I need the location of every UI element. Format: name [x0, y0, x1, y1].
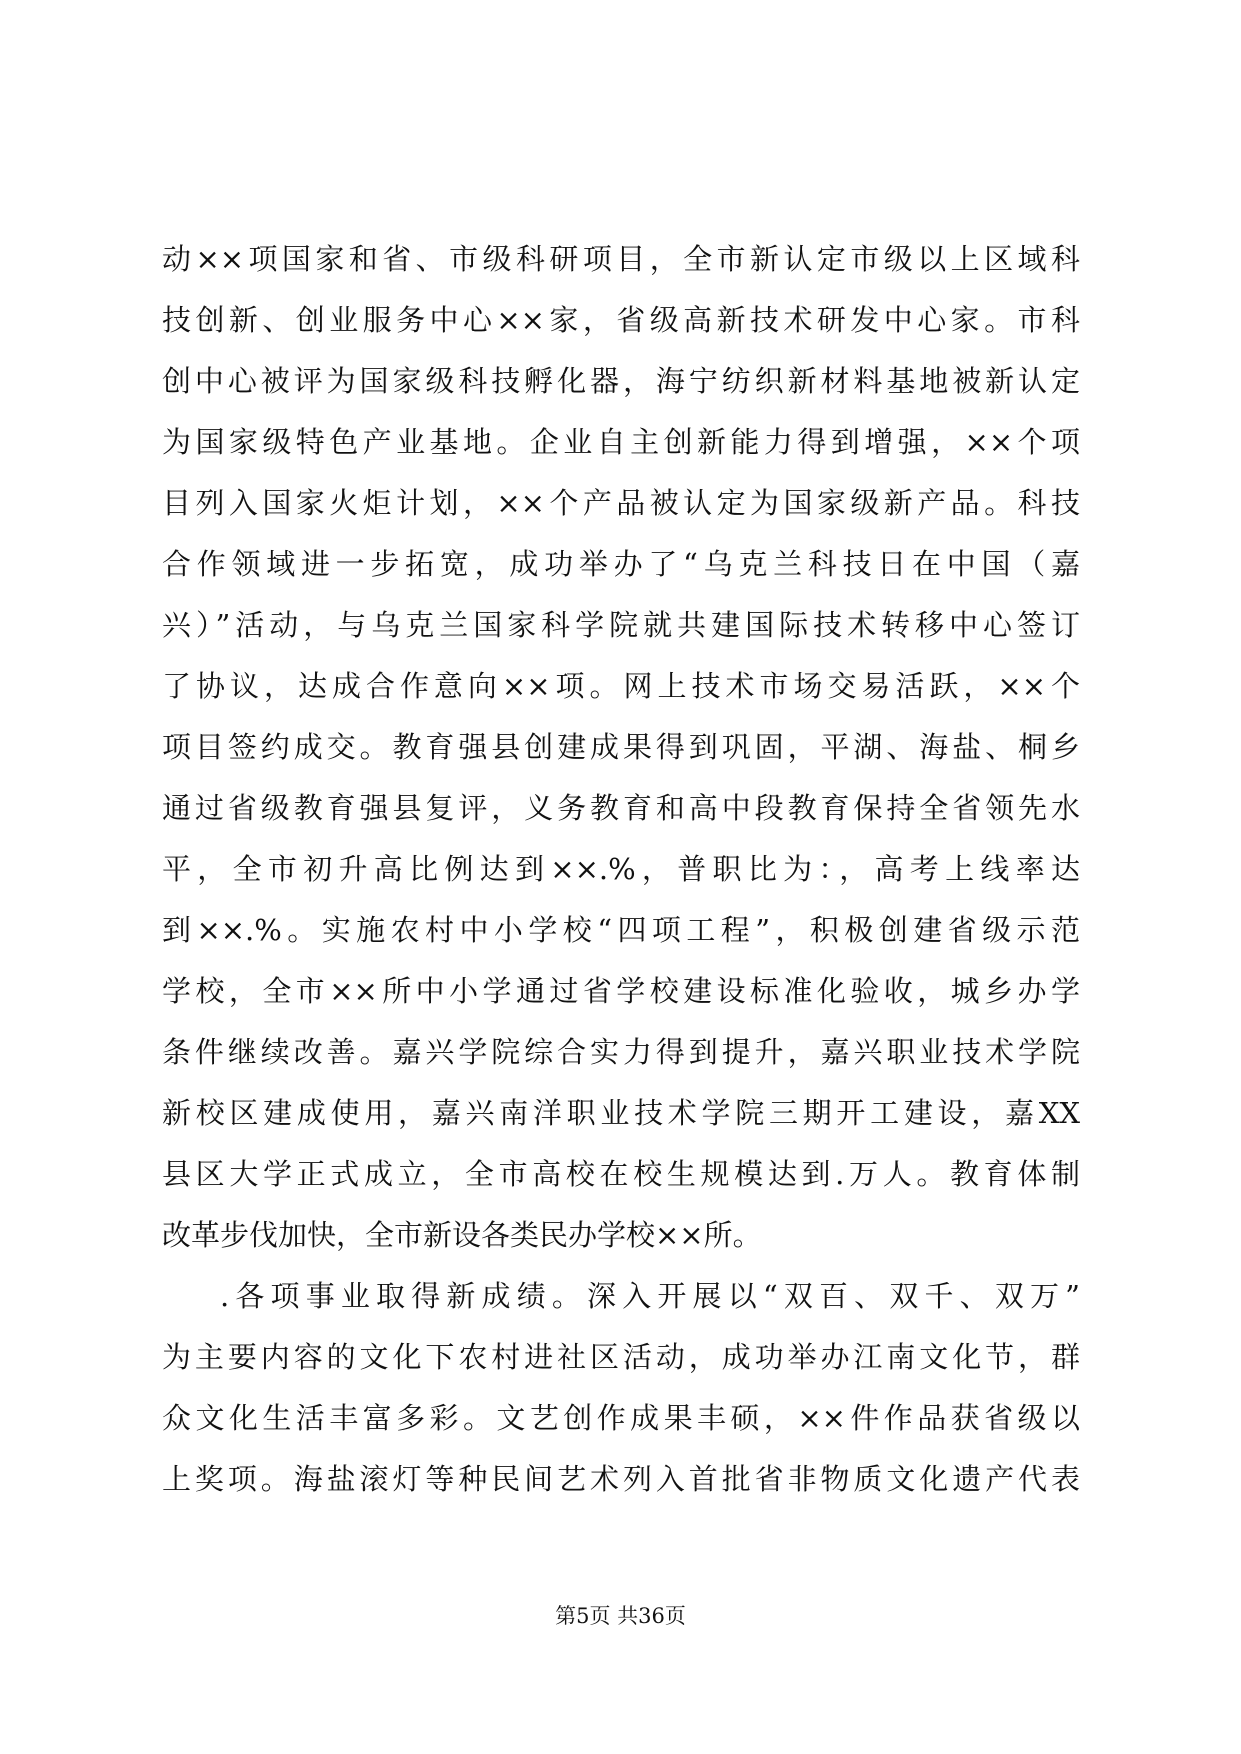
text-line: 平，全市初升高比例达到××.%，普职比为：，高考上线率达 [162, 852, 1080, 886]
text-line: 通过省级教育强县复评，义务教育和高中段教育保持全省领先水 [162, 791, 1080, 825]
text-line: 合作领域进一步拓宽，成功举办了“乌克兰科技日在中国（嘉 [162, 547, 1080, 581]
text-line: 技创新、创业服务中心××家，省级高新技术研发中心家。市科 [162, 303, 1080, 337]
paragraph-first-line: .各项事业取得新成绩。深入开展以“双百、双千、双万” [220, 1279, 1080, 1313]
text-line: 了协议，达成合作意向××项。网上技术市场交易活跃，××个 [162, 669, 1080, 703]
text-line: 创中心被评为国家级科技孵化器，海宁纺织新材料基地被新认定 [162, 364, 1080, 398]
text-line: 目列入国家火炬计划，××个产品被认定为国家级新产品。科技 [162, 486, 1080, 520]
text-line: 学校，全市××所中小学通过省学校建设标准化验收，城乡办学 [162, 974, 1080, 1008]
text-line: 为国家级特色产业基地。企业自主创新能力得到增强，××个项 [162, 425, 1080, 459]
text-line: 上奖项。海盐滚灯等种民间艺术列入首批省非物质文化遗产代表 [162, 1462, 1080, 1496]
paragraph-end-line: 改革步伐加快，全市新设各类民办学校××所。 [162, 1218, 762, 1252]
page-number-footer: 第5页 共36页 [555, 1604, 686, 1628]
text-line: 新校区建成使用，嘉兴南洋职业技术学院三期开工建设，嘉XX [162, 1096, 1080, 1130]
text-line: 众文化生活丰富多彩。文艺创作成果丰硕，××件作品获省级以 [162, 1401, 1080, 1435]
body-text [162, 229, 1080, 1510]
text-line: 项目签约成交。教育强县创建成果得到巩固，平湖、海盐、桐乡 [162, 730, 1080, 764]
text-line: 条件继续改善。嘉兴学院综合实力得到提升，嘉兴职业技术学院 [162, 1035, 1080, 1069]
text-line: 为主要内容的文化下农村进社区活动，成功举办江南文化节，群 [162, 1340, 1080, 1374]
text-line: 动××项国家和省、市级科研项目，全市新认定市级以上区域科 [162, 242, 1080, 276]
text-line: 兴）”活动，与乌克兰国家科学院就共建国际技术转移中心签订 [162, 608, 1080, 642]
text-line: 到××.%。实施农村中小学校“四项工程”，积极创建省级示范 [162, 913, 1080, 947]
text-line: 县区大学正式成立，全市高校在校生规模达到.万人。教育体制 [162, 1157, 1080, 1191]
